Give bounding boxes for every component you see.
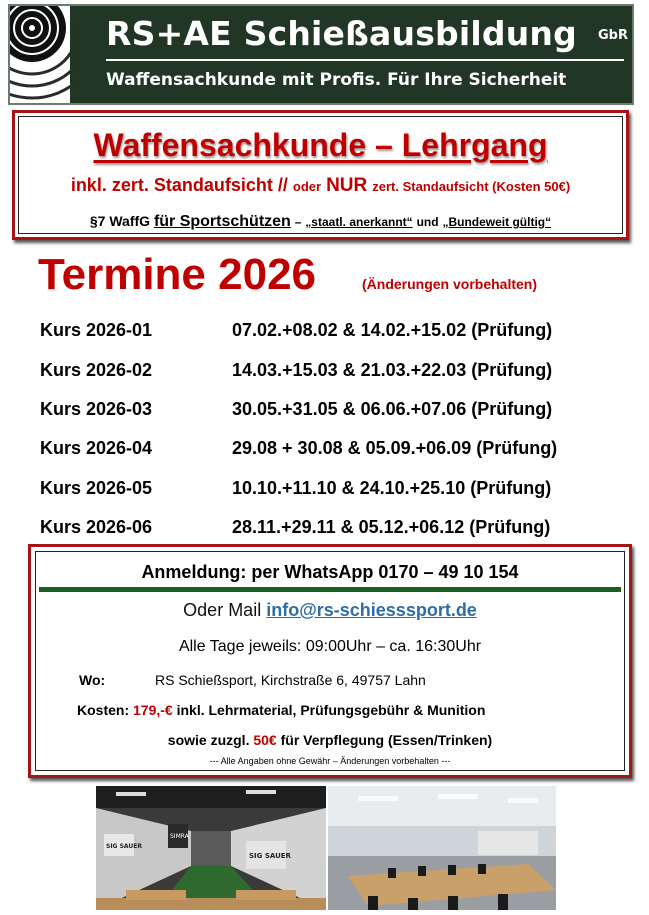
course-dates: 07.02.+08.02 & 14.02.+15.02 (Prüfung) <box>232 320 553 340</box>
info-box <box>28 544 632 778</box>
disclaimer: --- Alle Angaben ohne Gewähr – Änderungen vorbehalten --- <box>209 756 451 766</box>
course-dates: 30.05.+31.05 & 06.06.+07.06 (Prüfung) <box>232 399 553 419</box>
course-subtitle-c: NUR <box>326 175 368 196</box>
course-name: Kurs 2026-02 <box>40 360 153 380</box>
range-sign-simra: SIMRA <box>170 833 189 840</box>
company-suffix: GbR <box>598 28 628 43</box>
course-legal-d: „staatl. anerkannt“ <box>305 215 413 229</box>
schedule-text: Alle Tage jeweils: 09:00Uhr – ca. 16:30Uhr <box>178 638 482 655</box>
shooting-range-photo <box>96 786 326 910</box>
course-box-inner <box>18 116 623 234</box>
mail-link[interactable]: info@rs-schiesssport.de <box>266 600 477 620</box>
info-box-inner <box>35 551 625 771</box>
location-value: RS Schießsport, Kirchstraße 6, 49757 Lahn <box>155 672 426 688</box>
course-name: Kurs 2026-06 <box>40 517 153 537</box>
cost-line <box>77 702 485 718</box>
registration-text: Anmeldung: per WhatsApp 0170 – 49 10 154 <box>141 562 519 582</box>
course-row <box>40 320 620 342</box>
course-name: Kurs 2026-04 <box>40 438 153 458</box>
course-name: Kurs 2026-03 <box>40 399 153 419</box>
course-legal-b: für Sportschützen <box>153 213 291 230</box>
course-legal-e: und <box>416 215 439 229</box>
header-banner <box>8 4 634 105</box>
course-row <box>40 478 620 500</box>
location-label: Wo: <box>79 672 106 688</box>
mail-line <box>36 600 624 621</box>
range-sign-sig-1: SIG SAUER <box>249 852 291 860</box>
cost-price: 179,-€ <box>133 702 173 718</box>
termine-title: Termine 2026 <box>38 250 317 299</box>
course-legal-c: – <box>294 215 302 229</box>
course-subtitle-b: oder <box>292 179 322 194</box>
mail-prefix: Oder Mail <box>183 600 262 620</box>
classroom-photo <box>328 786 556 910</box>
course-row <box>40 399 620 421</box>
course-dates: 10.10.+11.10 & 24.10.+25.10 (Prüfung) <box>232 478 552 498</box>
course-subtitle-d: zert. Standaufsicht (Kosten 50€) <box>372 179 571 194</box>
green-divider <box>39 587 621 592</box>
course-row <box>40 438 620 460</box>
company-name: RS+AE Schießausbildung <box>106 14 577 53</box>
cost-label: Kosten: <box>77 702 130 718</box>
course-row <box>40 360 620 382</box>
termine-note: (Änderungen vorbehalten) <box>362 276 538 292</box>
course-legal-f: „Bundeweit gültig“ <box>442 215 552 229</box>
course-dates: 29.08 + 30.08 & 05.09.+06.09 (Prüfung) <box>232 438 558 458</box>
course-title: Waffensachkunde – Lehrgang <box>93 127 548 163</box>
course-name: Kurs 2026-05 <box>40 478 153 498</box>
course-subtitle <box>19 175 622 197</box>
course-box <box>12 110 629 240</box>
catering-details: für Verpflegung (Essen/Trinken) <box>280 732 493 748</box>
banner-divider <box>106 59 624 61</box>
shooting-target-icon <box>10 6 96 103</box>
cost-details: inkl. Lehrmaterial, Prüfungsgebühr & Munition <box>176 702 486 718</box>
course-name: Kurs 2026-01 <box>40 320 153 340</box>
course-subtitle-a: inkl. zert. Standaufsicht // <box>70 175 288 195</box>
course-dates: 14.03.+15.03 & 21.03.+22.03 (Prüfung) <box>232 360 553 380</box>
company-slogan: Waffensachkunde mit Profis. Für Ihre Sicherheit <box>106 70 567 90</box>
course-row <box>40 517 620 539</box>
range-sign-sig-2: SIG SAUER <box>106 843 142 850</box>
course-dates: 28.11.+29.11 & 05.12.+06.12 (Prüfung) <box>232 517 551 537</box>
catering-line <box>36 732 624 748</box>
course-legal-line <box>19 213 622 231</box>
catering-prefix: sowie zuzgl. <box>167 732 250 748</box>
catering-price: 50€ <box>253 732 277 748</box>
course-legal-a: §7 WaffG <box>89 213 151 229</box>
